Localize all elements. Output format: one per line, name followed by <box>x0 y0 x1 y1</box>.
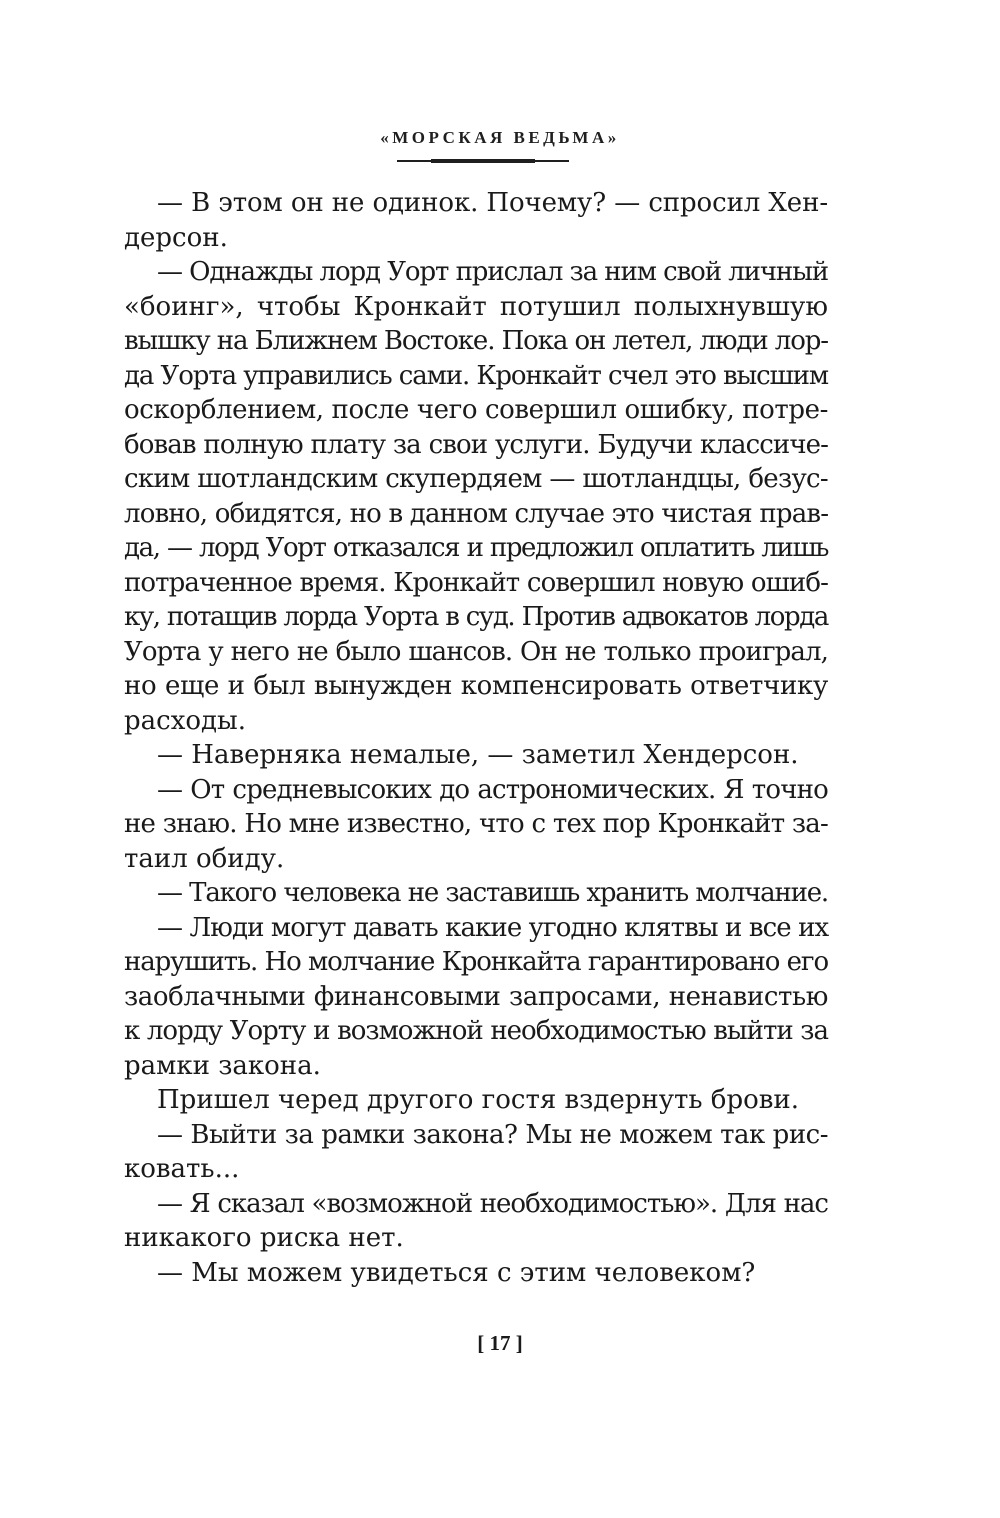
text-line: потраченное время. Кронкайт совершил новую ошиб- <box>124 567 828 598</box>
text-line: нарушить. Но молчание Кронкайта гарантировано его <box>124 947 828 977</box>
text-line: ку, потащив лорда Уорта в суд. Против адвокатов лорда <box>124 602 828 632</box>
text-line: дерсон. <box>124 222 228 253</box>
text-line: да Уорта управились сами. Кронкайт счел это высшим <box>124 360 828 391</box>
text-line: вышку на Ближнем Востоке. Пока он летел, люди лор- <box>124 326 828 356</box>
text-line: Пришел черед другого гостя вздернуть брови. <box>157 1085 799 1115</box>
text-line: не знаю. Но мне известно, что с тех пор Кронкайт за- <box>124 809 828 839</box>
text-line: — От средневысоких до астрономических. Я точно <box>157 774 828 805</box>
body-text <box>124 186 828 1290</box>
text-line: но еще и был вынужден компенсировать ответчику <box>124 671 828 701</box>
text-line: — Люди могут давать какие угодно клятвы и все их <box>157 912 829 943</box>
text-line: — Я сказал «возможной необходимостью». Для нас <box>157 1188 828 1219</box>
page-number: [ 17 ] <box>477 1331 523 1355</box>
text-line: к лорду Уорту и возможной необходимостью выйти за <box>124 1016 828 1046</box>
text-line: — Наверняка немалые, — заметил Хендерсон. <box>157 740 799 770</box>
text-line: — Выйти за рамки закона? Мы не можем так рис- <box>157 1119 828 1150</box>
text-line: — В этом он не одинок. Почему? — спросил Хен- <box>157 188 828 218</box>
text-line: — Однажды лорд Уорт прислал за ним свой личный <box>157 257 828 287</box>
text-line: оскорблением, после чего совершил ошибку, потре- <box>124 395 828 425</box>
text-line: расходы. <box>124 705 246 736</box>
text-line: ковать... <box>124 1154 240 1184</box>
running-head: «МОРСКАЯ ВЕДЬМА» <box>380 128 620 147</box>
text-line: рамки закона. <box>124 1050 321 1081</box>
text-line: никакого риска нет. <box>124 1223 404 1253</box>
text-line: заоблачными финансовыми запросами, ненавистью <box>124 981 828 1012</box>
text-line: бовав полную плату за свои услуги. Будучи классиче- <box>124 429 828 460</box>
text-line: — Мы можем увидеться с этим человеком? <box>157 1257 756 1288</box>
running-head-rule <box>397 160 569 162</box>
text-line: таил обиду. <box>124 843 285 874</box>
text-line: — Такого человека не заставишь хранить молчание. <box>157 878 828 908</box>
text-line: ловно, обидятся, но в данном случае это чистая прав- <box>124 498 829 529</box>
text-line: да, — лорд Уорт отказался и предложил оплатить лишь <box>124 533 828 563</box>
text-line: Уорта у него не было шансов. Он не только проиграл, <box>124 636 828 667</box>
text-line: «боинг», чтобы Кронкайт потушил полыхнувшую <box>124 291 828 322</box>
text-line: ским шотландским скупердяем — шотландцы, безус- <box>124 464 828 494</box>
